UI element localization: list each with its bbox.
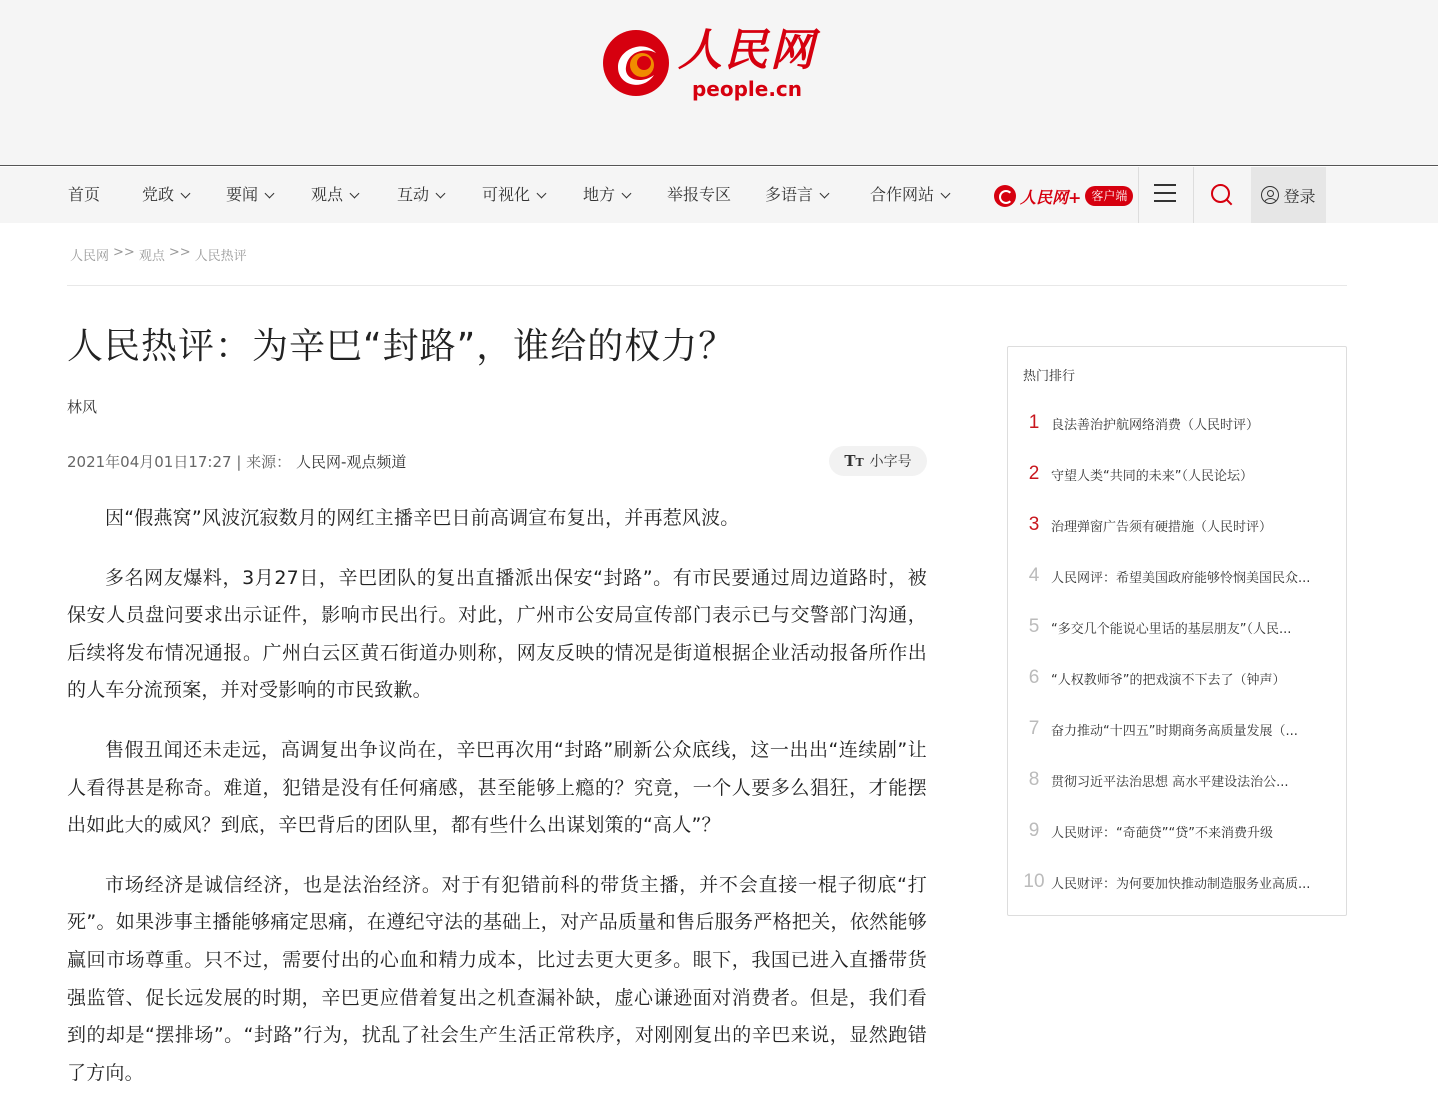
article-paragraph: 因“假燕窝”风波沉寂数月的网红主播辛巴日前高调宣布复出，并再惹风波。 bbox=[105, 507, 740, 529]
breadcrumb bbox=[70, 245, 247, 264]
rank-number: 10 bbox=[1023, 871, 1045, 892]
search-icon[interactable] bbox=[1210, 183, 1234, 207]
ranking-item[interactable] bbox=[1023, 615, 1335, 639]
article-paragraph: 多名网友爆料，3月27日，辛巴团队的复出直播派出保安“封路”。有市民要通过周边道路时，被保安人员盘问要求出示证件，影响市民出行。对此，广州市公安局宣传部门表示已与交警部门沟通，后续将发布情况通报。广州白云区黄石街道办则称，网友反映的情况是街道根据企业活动报备所作出的人车分流预案，并对受影响的市民致歉。 bbox=[67, 566, 927, 702]
rank-headline[interactable]: 守望人类“共同的未来”（人民论坛） bbox=[1051, 468, 1253, 484]
nav-label: 观点 bbox=[311, 185, 344, 204]
nav-item-visual[interactable] bbox=[482, 167, 545, 223]
site-logo[interactable] bbox=[600, 18, 820, 108]
article-meta bbox=[67, 451, 406, 472]
people-app-icon bbox=[994, 185, 1016, 207]
nav-label: 互动 bbox=[397, 185, 430, 204]
chevron-down-icon bbox=[350, 188, 360, 198]
rank-number: 9 bbox=[1028, 820, 1040, 841]
people-logo-icon bbox=[600, 27, 672, 99]
article-paragraph: 售假丑闻还未走远，高调复出争议尚在，辛巴再次用“封路”刷新公众底线，这一出出“连续剧”让人看得甚是称奇。难道，犯错是没有任何痛感，甚至能够上瘾的？究竟，一个人要多么猖狂，才能摆出如此大的威风？到底，辛巴背后的团队里，都有些什么出谋划策的“高人”？ bbox=[67, 738, 927, 837]
hot-ranking-panel bbox=[1007, 346, 1347, 916]
rank-number: 6 bbox=[1028, 667, 1040, 688]
login-label: 登录 bbox=[1283, 186, 1316, 206]
rank-headline[interactable]: 人民财评：“奇葩贷”“贷”不来消费升级 bbox=[1051, 825, 1273, 841]
rank-headline[interactable]: 人民财评：为何要加快推动制造服务业高质... bbox=[1051, 876, 1311, 892]
rank-headline[interactable]: 良法善治护航网络消费（人民时评） bbox=[1051, 417, 1260, 433]
nav-item-local[interactable] bbox=[583, 167, 630, 223]
user-icon bbox=[1261, 186, 1279, 204]
app-name: 人民网+ bbox=[1020, 187, 1082, 207]
nav-item-interact[interactable] bbox=[397, 167, 444, 223]
ranking-item[interactable] bbox=[1023, 819, 1335, 843]
nav-item-news[interactable] bbox=[226, 167, 273, 223]
article-body bbox=[67, 500, 927, 1114]
nav-item-opinion[interactable] bbox=[311, 167, 358, 223]
hot-ranking-title: 热门排行 bbox=[1023, 369, 1076, 384]
article-paragraph: 市场经济是诚信经济，也是法治经济。对于有犯错前科的带货主播，并不会直接一棍子彻底“打死”。如果涉事主播能够痛定思痛，在遵纪守法的基础上，对产品质量和售后服务严格把关，依然能够赢回市场尊重。只不过，需要付出的心血和精力成本，比过去更大更多。眼下，我国已进入直播带货强监管、促长远发展的时期，辛巴更应借着复出之机查漏补缺，虚心谦逊面对消费者。但是，我们看到的却是“摆排场”。“封路”行为，扰乱了社会生产生活正常秩序，对刚刚复出的辛巴来说，显然跑错了方向。 bbox=[67, 873, 927, 1084]
breadcrumb-item-hot-review[interactable]: 人民热评 bbox=[194, 249, 247, 264]
font-size-toggle[interactable] bbox=[829, 446, 927, 476]
app-pill: 客户端 bbox=[1085, 186, 1133, 206]
nav-label: 首页 bbox=[68, 185, 101, 204]
rank-headline[interactable]: 治理弹窗广告须有硬措施（人民时评） bbox=[1051, 519, 1273, 535]
rank-number: 7 bbox=[1028, 718, 1040, 739]
ranking-item[interactable] bbox=[1023, 513, 1335, 537]
font-size-icon: TT bbox=[844, 452, 864, 470]
ranking-item[interactable] bbox=[1023, 717, 1335, 741]
nav-divider bbox=[1193, 167, 1194, 223]
rank-headline[interactable]: 人民网评：希望美国政府能够怜悯美国民众... bbox=[1051, 570, 1311, 586]
nav-divider bbox=[1138, 167, 1139, 223]
rank-number: 8 bbox=[1028, 769, 1040, 790]
breadcrumb-item-home[interactable]: 人民网 bbox=[70, 249, 110, 264]
article-author: 林风 bbox=[67, 398, 98, 416]
rank-number: 1 bbox=[1028, 412, 1040, 433]
rank-number: 2 bbox=[1028, 463, 1040, 484]
rank-number: 5 bbox=[1028, 616, 1040, 637]
ranking-item[interactable] bbox=[1023, 462, 1335, 486]
article-source-prefix: | 来源： bbox=[236, 453, 292, 471]
nav-item-report[interactable] bbox=[667, 167, 731, 223]
breadcrumb-divider bbox=[67, 285, 1347, 286]
breadcrumb-separator: >> bbox=[113, 245, 135, 260]
logo-domain-text: people.cn bbox=[691, 77, 803, 101]
chevron-down-icon bbox=[820, 188, 830, 198]
hamburger-icon[interactable] bbox=[1154, 184, 1176, 204]
rank-number: 3 bbox=[1028, 514, 1040, 535]
nav-item-home[interactable] bbox=[68, 167, 100, 223]
nav-item-languages[interactable] bbox=[765, 167, 828, 223]
breadcrumb-separator: >> bbox=[168, 245, 191, 260]
chevron-down-icon bbox=[436, 188, 446, 198]
ranking-item[interactable] bbox=[1023, 564, 1335, 588]
rank-headline[interactable]: “人权教师爷”的把戏演不下去了（钟声） bbox=[1051, 672, 1286, 688]
nav-label: 党政 bbox=[142, 185, 175, 204]
logo-cn-text: 人民网 bbox=[678, 25, 816, 76]
rank-headline[interactable]: 奋力推动“十四五”时期商务高质量发展（... bbox=[1051, 723, 1298, 739]
nav-label: 地方 bbox=[583, 185, 616, 204]
login-button[interactable] bbox=[1251, 167, 1326, 223]
nav-label: 举报专区 bbox=[667, 185, 732, 204]
chevron-down-icon bbox=[265, 188, 275, 198]
rank-headline[interactable]: 贯彻习近平法治思想 高水平建设法治公... bbox=[1051, 774, 1289, 790]
ranking-item[interactable] bbox=[1023, 768, 1335, 792]
article-title: 人民热评：为辛巴“封路”，谁给的权力？ bbox=[67, 326, 736, 367]
ranking-item[interactable] bbox=[1023, 666, 1335, 690]
article-source[interactable]: 人民网-观点频道 bbox=[295, 453, 407, 471]
article-datetime: 2021年04月01日17:27 bbox=[67, 453, 232, 471]
rank-number: 4 bbox=[1028, 565, 1040, 586]
ranking-item[interactable] bbox=[1023, 870, 1335, 894]
site-header bbox=[0, 0, 1438, 166]
rank-headline[interactable]: “多交几个能说心里话的基层朋友”（人民... bbox=[1051, 621, 1292, 637]
breadcrumb-item-opinion[interactable]: 观点 bbox=[138, 249, 165, 264]
app-download-link[interactable] bbox=[994, 183, 1133, 209]
nav-label: 合作网站 bbox=[870, 185, 935, 204]
ranking-item[interactable] bbox=[1023, 411, 1335, 435]
font-size-label: 小字号 bbox=[869, 454, 912, 470]
nav-label: 要闻 bbox=[226, 185, 259, 204]
chevron-down-icon bbox=[537, 188, 547, 198]
nav-item-party[interactable] bbox=[142, 167, 189, 223]
chevron-down-icon bbox=[941, 188, 951, 198]
nav-label: 可视化 bbox=[482, 185, 531, 204]
nav-item-partners[interactable] bbox=[870, 167, 949, 223]
chevron-down-icon bbox=[622, 188, 632, 198]
chevron-down-icon bbox=[181, 188, 191, 198]
nav-label: 多语言 bbox=[765, 185, 814, 204]
